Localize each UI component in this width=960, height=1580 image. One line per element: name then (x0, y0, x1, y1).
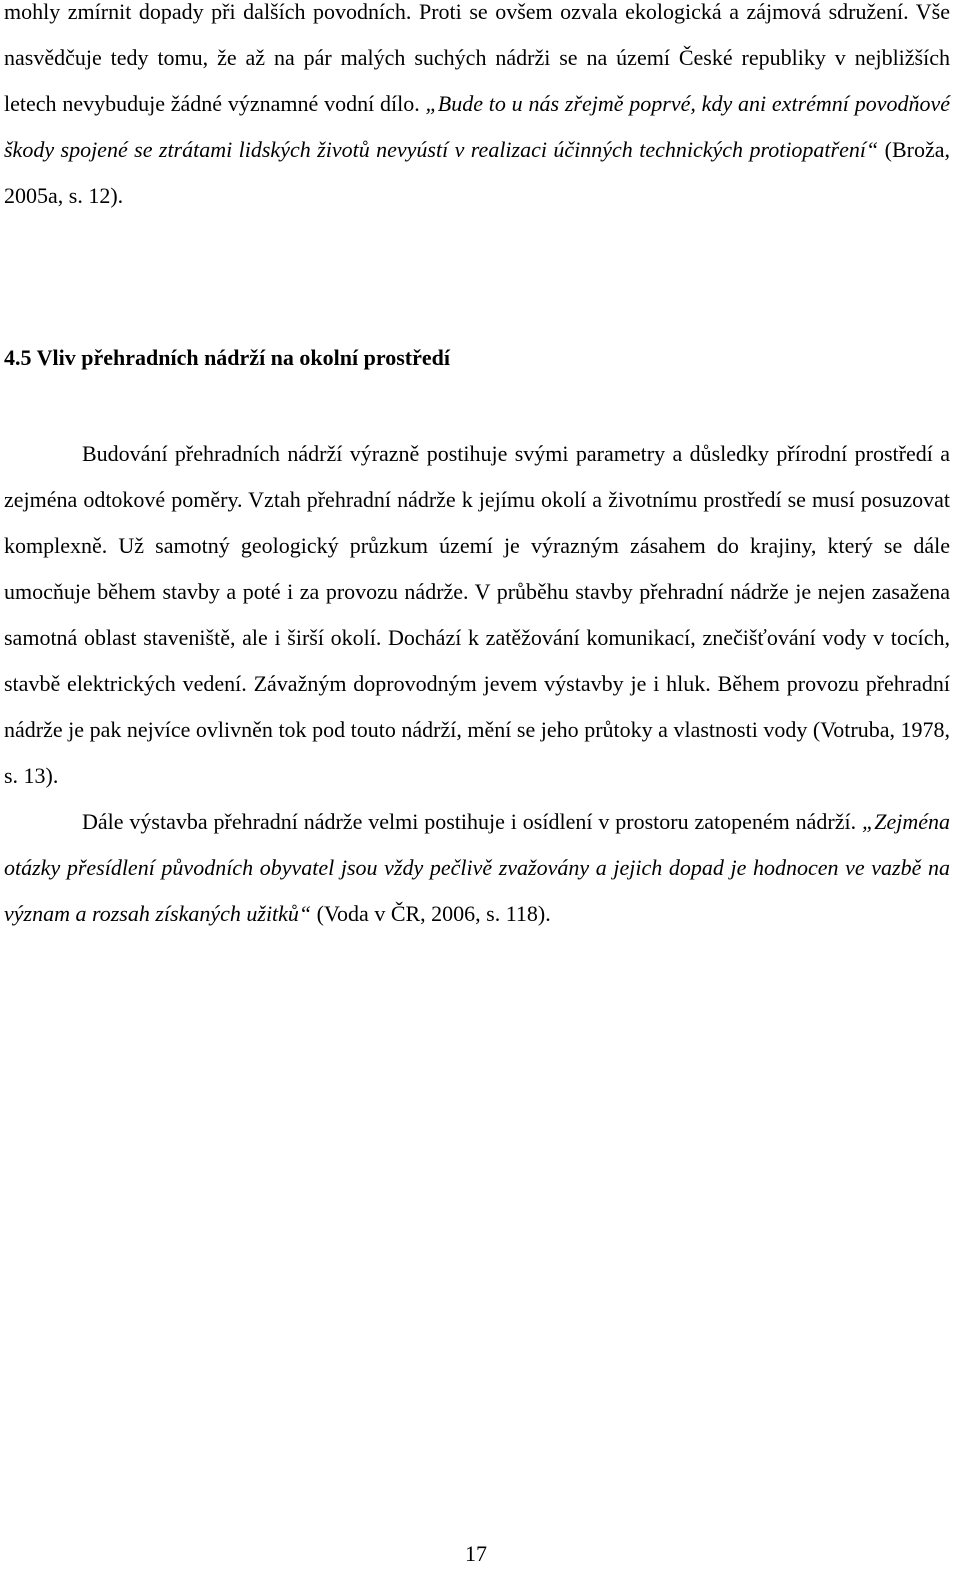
body-paragraph-2 (4, 799, 950, 937)
intro-citation: (Broža, 2005a, s. 12). (4, 137, 950, 208)
document-page (4, 0, 950, 937)
page-number: 17 (465, 1541, 487, 1566)
intro-text: mohly zmírnit dopady při dalších povodních. Proti se ovšem ozvala ekologická a zájmová sdružení. Vše nasvědčuje tedy tomu, že až na pár malých suchých nádrži se na území České republiky v nejbližších letech nevybuduje žádné významné vodní dílo. (4, 0, 950, 116)
spacer (4, 219, 950, 335)
section-heading: 4.5 Vliv přehradních nádrží na okolní prostředí (4, 345, 450, 370)
paragraph-2-citation: (Voda v ČR, 2006, s. 118). (311, 901, 551, 926)
spacer (4, 381, 950, 431)
body-paragraph-1: Budování přehradních nádrží výrazně postihuje svými parametry a důsledky přírodní prostředí a zejména odtokové poměry. Vztah přehradní nádrže k jejímu okolí a životnímu prostředí se musí posuzovat komplexně. Už samotný geologický průzkum území je výrazným zásahem do krajiny, který se dále umocňuje během stavby a poté i za provozu nádrže. V průběhu stavby přehradní nádrže je nejen zasažena samotná oblast staveniště, ale i širší okolí. Dochází k zatěžování komunikací, znečišťování vody v tocích, stavbě elektrických vedení. Závažným doprovodným jevem výstavby je i hluk. Během provozu přehradní nádrže je pak nejvíce ovlivněn tok pod touto nádrží, mění se jeho průtoky a vlastnosti vody (Votruba, 1978, s. 13). (4, 441, 950, 788)
intro-paragraph (4, 0, 950, 219)
paragraph-2-quote: „Zejména otázky přesídlení původních obyvatel jsou vždy pečlivě zvažovány a jejich dopad je hodnocen ve vazbě na význam a rozsah získaných užitků“ (4, 809, 950, 926)
paragraph-2-text: Dále výstavba přehradní nádrže velmi postihuje i osídlení v prostoru zatopeném nádrží. (82, 809, 862, 834)
intro-quote: „Bude to u nás zřejmě poprvé, kdy ani extrémní povodňové škody spojené se ztrátami lidských životů nevyústí v realizaci účinných technických protiopatření“ (4, 91, 950, 162)
